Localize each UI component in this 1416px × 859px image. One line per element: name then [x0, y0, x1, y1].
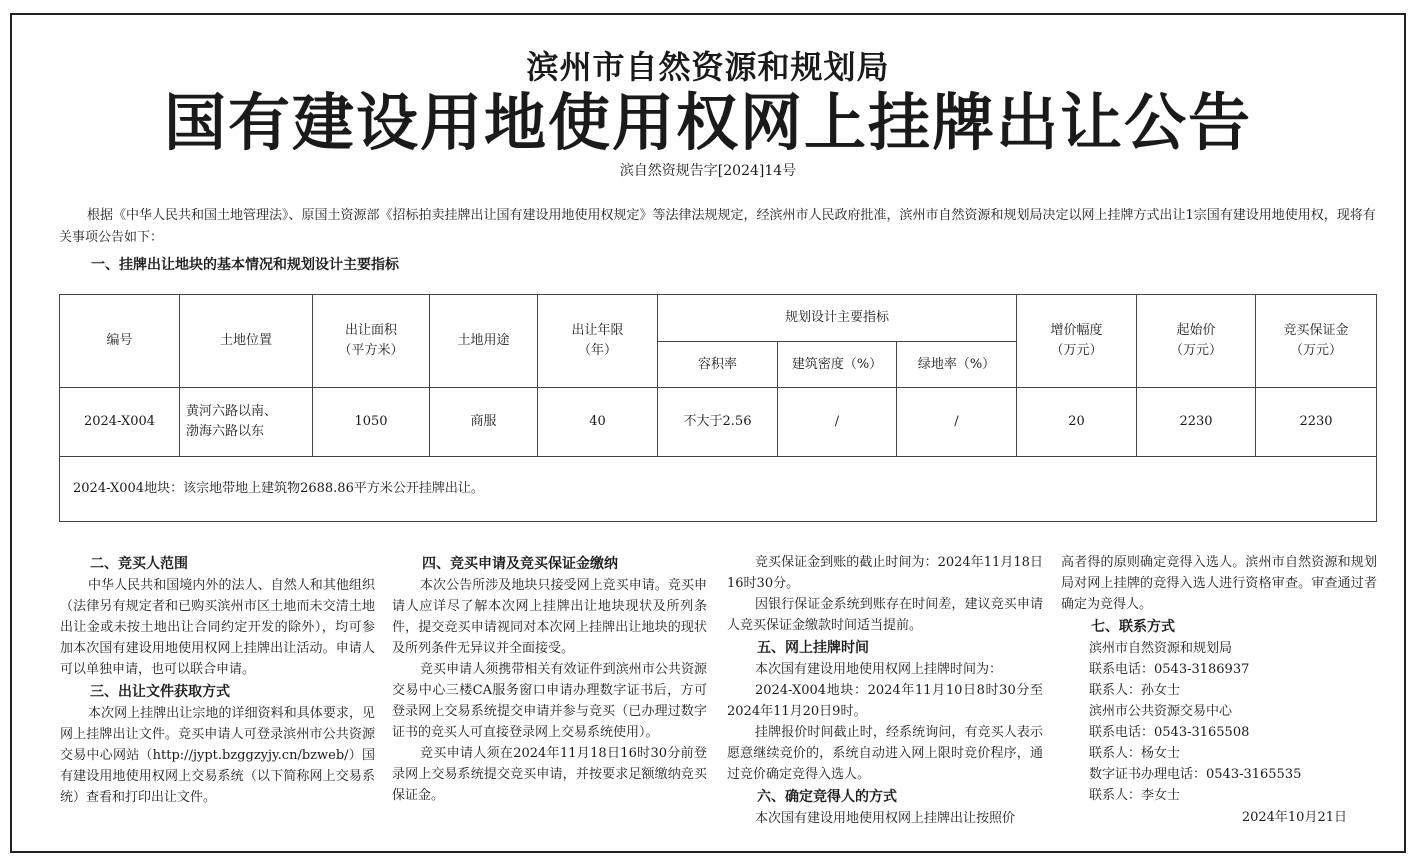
cell-building-density: / [778, 388, 897, 457]
contact-line: 联系人：杨女士 [1089, 746, 1181, 761]
header-planning: 规划设计主要指标 [658, 295, 1017, 342]
header-start-price: 起始价 （万元） [1137, 295, 1256, 388]
column-1 [60, 552, 375, 808]
bidding-rule: 挂牌报价时间截止时，经系统询问，有竞买人表示愿意继续竞价的，系统自动进入网上限时竞价程序，通过竞价确定竞得入选人。 [727, 725, 1043, 782]
document-number: 滨自然资规告字[2024]14号 [619, 163, 797, 179]
header-floor-area-ratio: 容积率 [658, 342, 778, 388]
contact-line: 联系人：李女士 [1089, 788, 1181, 803]
contact-line: 滨州市公共资源交易中心 [1089, 704, 1233, 719]
section-7-title: 七、联系方式 [1091, 619, 1175, 635]
table-note: 2024-X004地块：该宗地带地上建筑物2688.86平方米公开挂牌出让。 [60, 457, 1377, 522]
cell-deposit: 2230 [1256, 388, 1377, 457]
header-deposit: 竞买保证金 （万元） [1256, 295, 1377, 388]
header-building-density: 建筑密度（%） [778, 342, 897, 388]
header-area: 出让面积 （平方米） [313, 295, 430, 388]
column-4 [1061, 552, 1377, 828]
section-6-title: 六、确定竞得人的方式 [757, 789, 897, 805]
section-4-para-3: 竞买申请人须在2024年11月18日16时30分前登录网上交易系统提交竞买申请，并按要求足额缴纳竞买保证金。 [392, 746, 707, 803]
cell-start-price: 2230 [1137, 388, 1256, 457]
listing-time: 2024-X004地块：2024年11月10日8时30分至2024年11月20日9时。 [727, 683, 1043, 719]
section-4-para-1: 本次公告所涉及地块只接受网上竞买申请。竞买申请人应详尽了解本次网上挂牌出让地块现状及所列条件，提交竞买申请视同对本次网上挂牌出让地块的现状及所列条件无异议并全面接受。 [392, 578, 707, 656]
section-2-title: 二、竞买人范围 [90, 556, 188, 572]
cell-area: 1050 [313, 388, 430, 457]
deposit-advice: 因银行保证金系统到账存在时间差，建议竞买申请人竞买保证金缴款时间适当提前。 [727, 597, 1043, 633]
contact-line: 滨州市自然资源和规划局 [1089, 641, 1233, 656]
cell-number: 2024-X004 [60, 388, 180, 457]
header-land-use: 土地用途 [430, 295, 538, 388]
header-number: 编号 [60, 295, 180, 388]
contact-line: 联系电话：0543-3186937 [1089, 662, 1250, 677]
header-term: 出让年限 （年） [538, 295, 658, 388]
section-6-text: 本次国有建设用地使用权网上挂牌出让按照价 [755, 811, 1016, 826]
header-green-ratio: 绿地率（%） [897, 342, 1017, 388]
section-2-text: 中华人民共和国境内外的法人、自然人和其他组织（法律另有规定者和已购买滨州市区土地而未交清土地出让金或未按土地出让合同约定开发的除外），均可参加本次国有建设用地使用权网上挂牌出让活动。申请人可以单独申请，也可以联合申请。 [60, 578, 375, 677]
header-location: 土地位置 [180, 295, 313, 388]
cell-floor-area-ratio: 不大于2.56 [658, 388, 778, 457]
notice-title: 国有建设用地使用权网上挂牌出让公告 [163, 86, 1252, 159]
section-3-text: 本次网上挂牌出让宗地的详细资料和具体要求，见网上挂牌出让文件。竞买申请人可登录滨州市公共资源交易中心网站（http://jypt.bzggzyjy.cn/bzweb/）国有建设用地使用权网上交易系统（以下简称网上交易系统）查看和打印出让文件。 [60, 706, 375, 805]
cell-location: 黄河六路以南、 渤海六路以东 [180, 388, 313, 457]
section-1-title: 一、挂牌出让地块的基本情况和规划设计主要指标 [91, 257, 399, 273]
issuing-organization: 滨州市自然资源和规划局 [526, 48, 890, 86]
contact-line: 联系电话：0543-3165508 [1089, 725, 1250, 740]
notice-date: 2024年10月21日 [1241, 810, 1347, 825]
cell-green-ratio: / [897, 388, 1017, 457]
cell-increment: 20 [1017, 388, 1137, 457]
section-6-continued: 高者得的原则确定竞得入选人。滨州市自然资源和规划局对网上挂牌的竞得入选人进行资格审查。审查通过者确定为竞得人。 [1061, 555, 1377, 612]
land-parcel-table [59, 294, 1377, 522]
section-3-title: 三、出让文件获取方式 [90, 684, 230, 700]
cell-term: 40 [538, 388, 658, 457]
column-3 [727, 552, 1043, 829]
listing-time-intro: 本次国有建设用地使用权网上挂牌时间为： [755, 662, 1003, 677]
table-row [60, 388, 1377, 457]
section-4-title: 四、竞买申请及竞买保证金缴纳 [422, 556, 618, 572]
contact-line: 联系人：孙女士 [1089, 683, 1181, 698]
header-increment: 增价幅度 （万元） [1017, 295, 1137, 388]
column-2 [392, 552, 707, 806]
deposit-deadline: 竞买保证金到账的截止时间为：2024年11月18日16时30分。 [727, 555, 1043, 591]
cell-land-use: 商服 [430, 388, 538, 457]
intro-paragraph: 根据《中华人民共和国土地管理法》、原国土资源部《招标拍卖挂牌出让国有建设用地使用权规定》等法律法规规定，经滨州市人民政府批准，滨州市自然资源和规划局决定以网上挂牌方式出让1宗国有建设用地使用权，现将有关事项公告如下： [59, 208, 1376, 245]
section-4-para-2: 竞买申请人须携带相关有效证件到滨州市公共资源交易中心三楼CA服务窗口申请办理数字证书后，方可登录网上交易系统提交申请并参与竞买（已办理过数字证书的竞买人可直接登录网上交易系统使用）。 [392, 662, 707, 740]
section-5-title: 五、网上挂牌时间 [757, 640, 869, 656]
contact-line: 数字证书办理电话：0543-3165535 [1089, 767, 1302, 782]
